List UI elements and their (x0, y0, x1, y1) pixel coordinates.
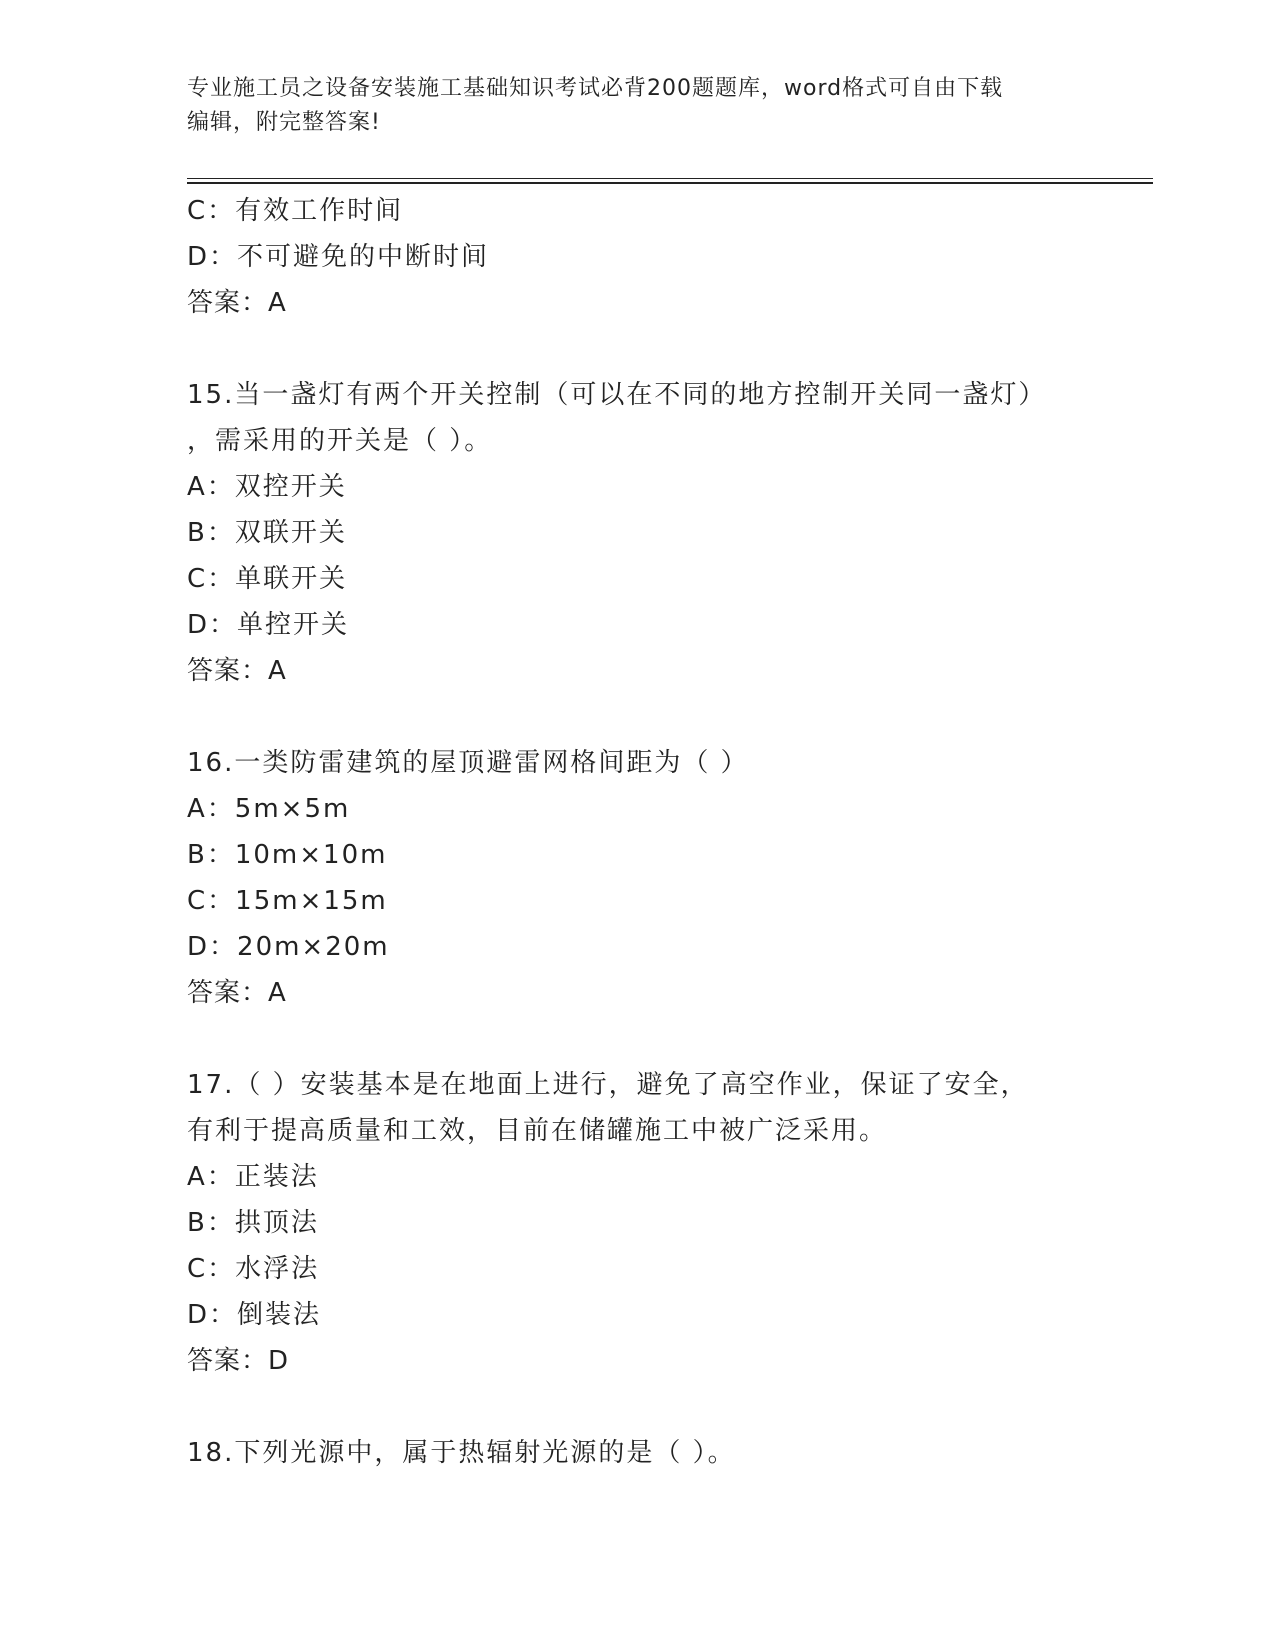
spacer (187, 694, 1107, 740)
option-b: B：拱顶法 (187, 1208, 319, 1238)
question-14 (187, 188, 1107, 326)
header-divider-thick (187, 182, 1153, 184)
option-a: A：正装法 (187, 1162, 319, 1192)
option-c: C：15m×15m (187, 886, 388, 916)
question-text: 18.下列光源中，属于热辐射光源的是（ ）。 (187, 1438, 736, 1468)
answer: 答案：D (187, 1346, 290, 1376)
option-d: D：倒装法 (187, 1300, 322, 1330)
option-a: A：双控开关 (187, 472, 347, 502)
option-b: B：双联开关 (187, 518, 347, 548)
question-list (187, 188, 1107, 1476)
question-text: 16.一类防雷建筑的屋顶避雷网格间距为（ ） (187, 748, 749, 778)
question-18 (187, 1430, 1107, 1476)
option-d: D：不可避免的中断时间 (187, 242, 490, 272)
answer: 答案：A (187, 288, 287, 318)
option-d: D：单控开关 (187, 610, 350, 640)
header-divider (187, 178, 1153, 179)
option-c: C：水浮法 (187, 1254, 320, 1284)
question-16 (187, 740, 1107, 1016)
question-text: 15.当一盏灯有两个开关控制（可以在不同的地方控制开关同一盏灯） (187, 380, 1047, 410)
question-15 (187, 372, 1107, 694)
question-text-continued: 有利于提高质量和工效，目前在储罐施工中被广泛采用。 (187, 1116, 888, 1146)
question-text: 17.（ ）安装基本是在地面上进行，避免了高空作业，保证了安全， (187, 1070, 1029, 1100)
answer: 答案：A (187, 656, 287, 686)
option-d: D：20m×20m (187, 932, 390, 962)
option-b: B：10m×10m (187, 840, 388, 870)
option-c: C：单联开关 (187, 564, 348, 594)
header-line-2: 编辑，附完整答案! (187, 110, 381, 135)
question-text-continued: ，需采用的开关是（ ）。 (187, 426, 493, 456)
option-a: A：5m×5m (187, 794, 351, 824)
document-header (187, 72, 1087, 140)
answer: 答案：A (187, 978, 287, 1008)
spacer (187, 1016, 1107, 1062)
spacer (187, 326, 1107, 372)
question-17 (187, 1062, 1107, 1384)
spacer (187, 1384, 1107, 1430)
header-line-1: 专业施工员之设备安装施工基础知识考试必背200题题库，word格式可自由下载 (187, 76, 1004, 101)
option-c: C：有效工作时间 (187, 196, 404, 226)
